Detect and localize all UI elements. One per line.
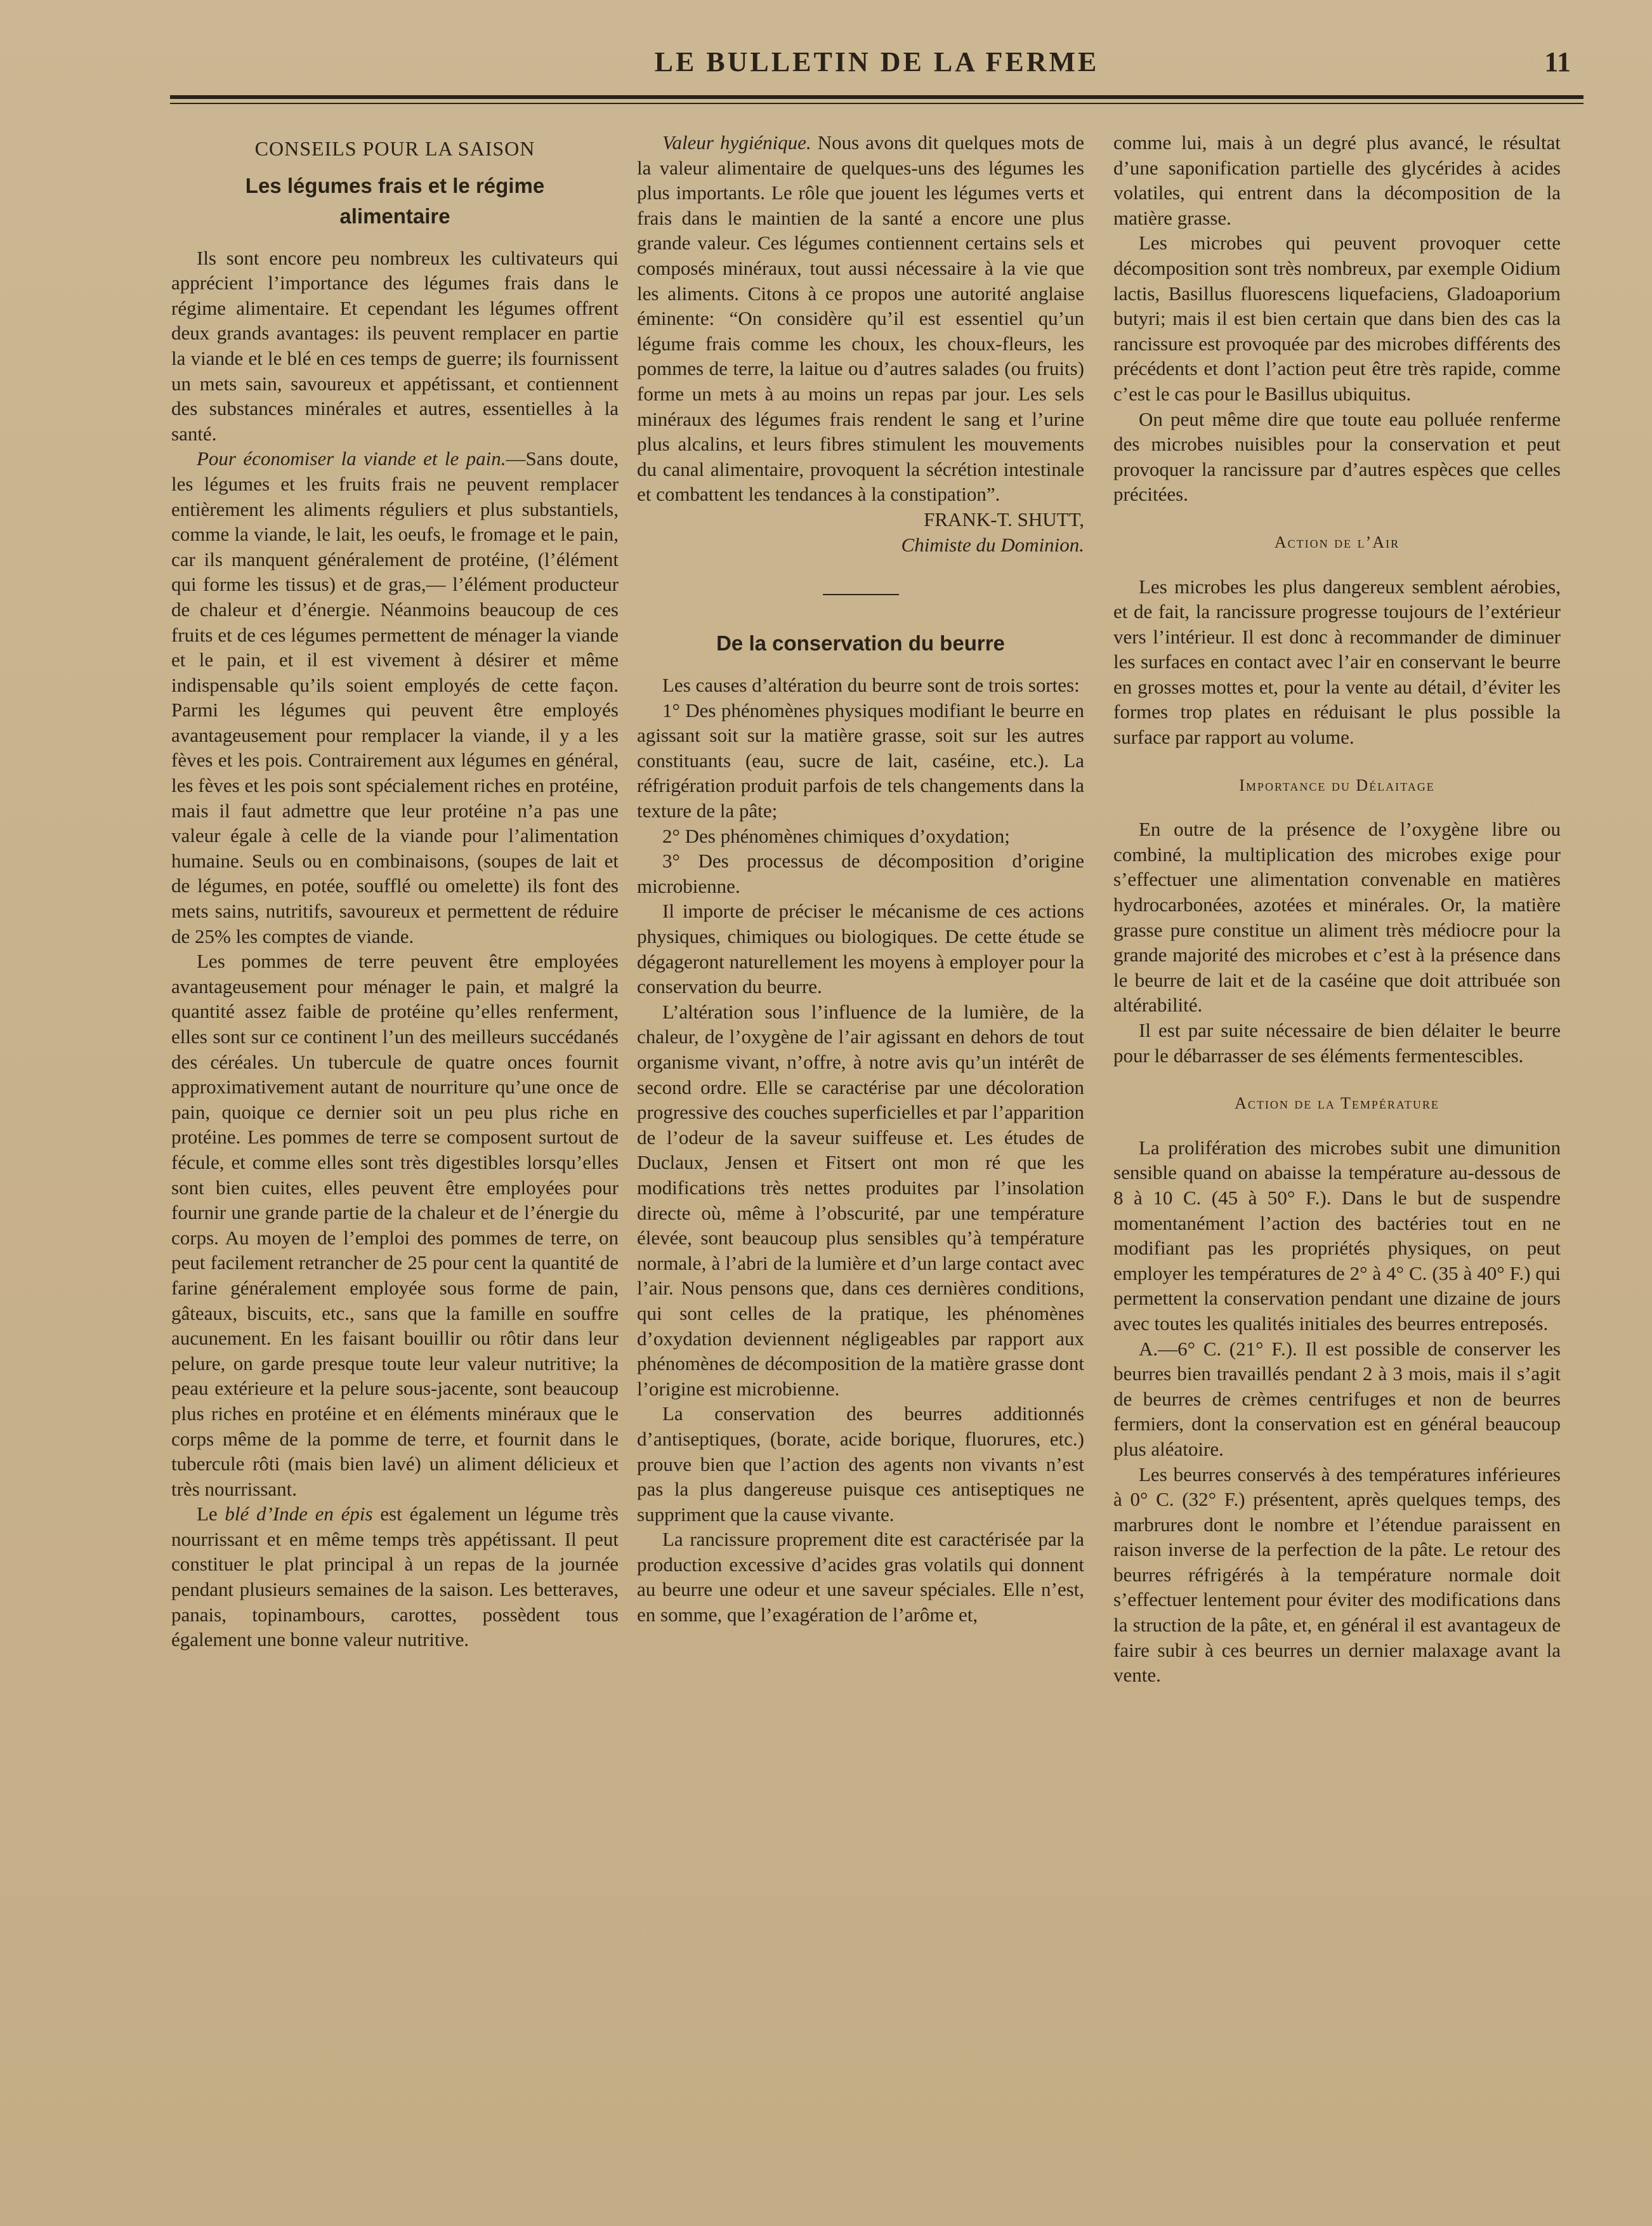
italic-lead: blé d’Inde en épis (225, 1503, 373, 1525)
column-2 (637, 130, 1084, 1628)
paragraph: comme lui, mais à un degré plus avancé, le résultat d’une saponification partielle des glycérides à acides volatiles, qui entrent dans la décomposition de la matière grasse. (1113, 131, 1561, 229)
italic-lead: Pour économiser la viande et le pain. (197, 447, 506, 470)
paragraph (171, 1501, 619, 1652)
paragraph: Les microbes qui peuvent provoquer cette décomposition sont très nombreux, par exemple Oidium lactis, Basillus fluorescens liquefaciens, Gladoaporium butyri; mais il est bien certain que dans bien des cas la rancissure est provoquée par des microbes différents des précédents et dont l’action peut être très rapide, comme c’est le cas pour le Basillus ubiquitus. (1113, 232, 1561, 405)
paragraph: Les microbes les plus dangereux semblent aérobies, et de fait, la rancissure progresse toujours de l’extérieur vers l’intérieur. Il est donc à recommander de diminuer les surfaces en contact avec l’air en conservant le beurre en grosses mottes et, pour la vente au détail, d’éviter les formes trop plates en réduisant le plus possible la surface par rapport au volume. (1113, 575, 1561, 749)
paragraph-text: —Sans doute, les légumes et les fruits frais ne peuvent remplacer entièrement les aliments réguliers et plus substantiels, comme la viande, le lait, les oeufs, le fromage et le pain, car ils manquent généralement de protéine, (l’élément qui forme les tissus) et de gras,— l’élément producteur de chaleur et d’énergie. Néanmoins beaucoup de ces fruits et de ces légumes permettent de ménager la viande et le pain, et il est vivement à désirer et même indispensable qu’ils soient employés de cette façon. Parmi les légumes qui peuvent être employés avantageusement pour remplacer la viande, il y a les fèves et les pois. Contrairement aux légumes en général, les fèves et les pois sont spécialement riches en protéine, mais il faut admettre que leur protéine n’a pas une valeur égale à celle de la viande pour l’alimentation humaine. Seuls ou en combinaisons, (soupes de lait et de légumes, en potée, soufflé ou omelette) ils font des mets sains, nutritifs, savoureux et permettent de réduire de 25% les comptes de viande. (171, 447, 619, 947)
article-headline-beurre: De la conservation du beurre (716, 631, 1005, 655)
header-rule-thick (170, 95, 1583, 99)
paragraph: Il est par suite nécessaire de bien délaiter le beurre pour le débarrasser de ses éléments fermentescibles. (1113, 1019, 1561, 1067)
italic-lead: Valeur hygiénique. (662, 131, 811, 154)
subheading-temperature: Action de la Température (1235, 1094, 1439, 1113)
article-divider (823, 594, 899, 595)
paragraph: Les beurres conservés à des températures inférieures à 0° C. (32° F.) présentent, après quelques temps, des marbrures dont le nombre et l’étendue paraissent en raison inverse de la perfection de la pâte. Le retour des beurres réfrigérés à la température normale doit s’effectuer lentement pour éviter des modifications dans la struction de la pâte, et, en général il est avantageux de faire subir à ces beurres un dernier malaxage avant la vente. (1113, 1463, 1561, 1687)
column-3 (1113, 130, 1561, 1688)
paragraph: La prolifération des microbes subit une dimunition sensible quand on abaisse la température au-dessous de 8 à 10 C. (45 à 50° F.). Dans le but de suspendre momentanément l’action des bactéries tout en ne modifiant pas les propriétés physiques, on peut employer les températures de 2° à 4° C. (35 à 40° F.) qui permettent la conservation pendant une dizaine de jours avec toutes les qualités initiales des beurres entreposés. (1113, 1136, 1561, 1334)
paragraph: La rancissure proprement dite est caractérisée par la production excessive d’acides gras volatils qui donnent au beurre une odeur et une saveur spéciales. Elle n’est, en somme, que l’exagération de l’arôme et, (637, 1528, 1084, 1626)
paragraph: 2° Des phénomènes chimiques d’oxydation; (662, 824, 1010, 847)
paragraph-text: Le (197, 1503, 225, 1525)
paragraph-text: Nous avons dit quelques mots de la valeur alimentaire de quelques-uns des légumes les plus importants. Le rôle que jouent les légumes verts et frais dans le maintien de la santé a encore une plus grande valeur. Ces légumes contiennent certains sels et composés minéraux, tout aussi nécessaire à la vie que les aliments. Citons à ce propos une autorité anglaise éminente: “On considère qu’il est essentiel qu’un légume frais comme les choux, les choux-fleurs, les pommes de terre, la laitue ou d’autres salades (ou fruits) forme un mets à au moins un repas par jour. Les sels minéraux des légumes frais rendent le sang et l’urine plus alcalins, et leurs fibres stimulent les mouvements du canal alimentaire, provoquent la sécrétion intestinale et combattent les tendances à la constipation”. (637, 131, 1084, 506)
page-number: 11 (1544, 46, 1571, 77)
author-signature: FRANK-T. SHUTT, (924, 508, 1084, 530)
author-title: Chimiste du Dominion. (901, 533, 1084, 556)
paragraph: 3° Des processus de décomposition d’origine microbienne. (637, 850, 1084, 897)
paragraph: Les pommes de terre peuvent être employées avantageusement pour ménager le pain, et malgré la quantité assez faible de protéine qu’elles renferment, elles sont sur ce continent l’un des meilleurs succédanés des céréales. Un tubercule de quatre onces fournit approximativement autant de nourriture qu’une once de pain, quoique ce dernier soit un peu plus riche en protéine. Les pommes de terre se composent surtout de fécule, et comme elles sont très digestibles lorsqu’elles sont bien cuites, elles peuvent être employées pour fournir une grande partie de la chaleur et de l’énergie du corps. Au moyen de l’emploi des pommes de terre, on peut facilement retrancher de 25 pour cent la quantité de farine généralement employée sous forme de pain, gâteaux, biscuits, etc., sans que la famille en souffre aucunement. En les faisant bouillir ou rôtir dans leur pelure, on garde presque toute leur valeur nutritive; la peau extérieure et la pelure sous-jacente, sont beaucoup plus riches en protéine et en éléments minéraux que le corps même de la pomme de terre, et fournit dans le tubercule rôti (mais bien lavé) un aliment délicieux et très nourrissant. (171, 950, 619, 1500)
paragraph (171, 446, 619, 949)
paragraph: A.—6° C. (21° F.). Il est possible de conserver les beurres bien travaillés pendant 2 à 3 mois, mais il s’agit de beurres de crèmes centrifuges et non de beurres fermiers, dont la conservation est en général beaucoup plus aléatoire. (1113, 1337, 1561, 1460)
column-1 (171, 130, 619, 1652)
header-rule-thin (170, 103, 1583, 104)
article-headline-legumes: Les légumes frais et le régime alimentaire (245, 173, 545, 228)
paragraph: Il importe de préciser le mécanisme de ces actions physiques, chimiques ou biologiques. De cette étude se dégageront naturellement les moyens à employer pour la conservation du beurre. (637, 900, 1084, 998)
subheading-action-air: Action de l’Air (1274, 532, 1400, 551)
paragraph: La conservation des beurres additionnés d’antiseptiques, (borate, acide borique, fluorures, etc.) prouve bien que l’action des agents non vivants n’est pas la plus dangereuse puisque ces antiseptiques ne suppriment que la cause vivante. (637, 1402, 1084, 1525)
paragraph: Ils sont encore peu nombreux les cultivateurs qui apprécient l’importance des légumes frais dans le régime alimentaire. Et cependant les légumes offrent deux grands avantages: ils peuvent remplacer en partie la viande et le blé en ces temps de guerre; ils fournissent un mets sain, savoureux et appétissant, et contiennent des substances minérales et autres, essentielles à la santé. (171, 246, 619, 445)
subheading-delaitage: Importance du Délaitage (1239, 775, 1435, 794)
paragraph: L’altération sous l’influence de la lumière, de la chaleur, de l’oxygène de l’air agissant en dehors de tout organisme vivant, n’offre, à notre avis qu’un intérêt de second ordre. Elle se caractérise par une décoloration progressive des couches superficielles et par l’apparition de l’odeur de la saveur suiffeuse et. Les études de Duclaux, Jensen et Fitsert ont mon ré que les modifications très nettes produites par l’insolation directe où, même à l’obscurité, par une température élevée, sont beaucoup plus sensibles qu’à température normale, à l’abri de la lumière et d’un large contact avec l’air. Nous pensons que, dans ces dernières conditions, qui sont celles de la pratique, les phénomènes d’oxydation deviennent négligeables par rapport aux phénomènes de décomposition de la matière grasse dont l’origine est microbienne. (637, 1000, 1084, 1400)
section-kicker: CONSEILS POUR LA SAISON (254, 137, 535, 160)
page-header (170, 46, 1583, 90)
publication-title: LE BULLETIN DE LA FERME (654, 46, 1099, 77)
paragraph: En outre de la présence de l’oxygène libre ou combiné, la multiplication des microbes exige pour s’effectuer une alimentation convenable en matières hydrocarbonées, azotées et minérales. Or, la matière grasse pure constitue un aliment très médiocre pour la grande majorité des microbes et c’est à la présence dans le beurre de lait et de la caséine que doit attribuée son altérabilité. (1113, 818, 1561, 1017)
paragraph: 1° Des phénomènes physiques modifiant le beurre en agissant soit sur la matière grasse, soit sur les autres constituants (eau, sucre de lait, caséine, etc.). La réfrigération produit parfois de tels changements dans la texture de la pâte; (637, 699, 1084, 822)
paragraph (637, 130, 1084, 507)
paragraph-text: est également un légume très nourrissant et en même temps très appétissant. Il peut constituer le plat principal à un repas de la journée pendant plusieurs semaines de la saison. Les betteraves, panais, topinambours, carottes, possèdent tous également une bonne valeur nutritive. (171, 1503, 619, 1651)
paragraph: On peut même dire que toute eau polluée renferme des microbes nuisibles pour la conservation et peut provoquer la rancissure par d’autres espèces que celles précitées. (1113, 407, 1561, 506)
paragraph: Les causes d’altération du beurre sont de trois sortes: (662, 674, 1080, 697)
